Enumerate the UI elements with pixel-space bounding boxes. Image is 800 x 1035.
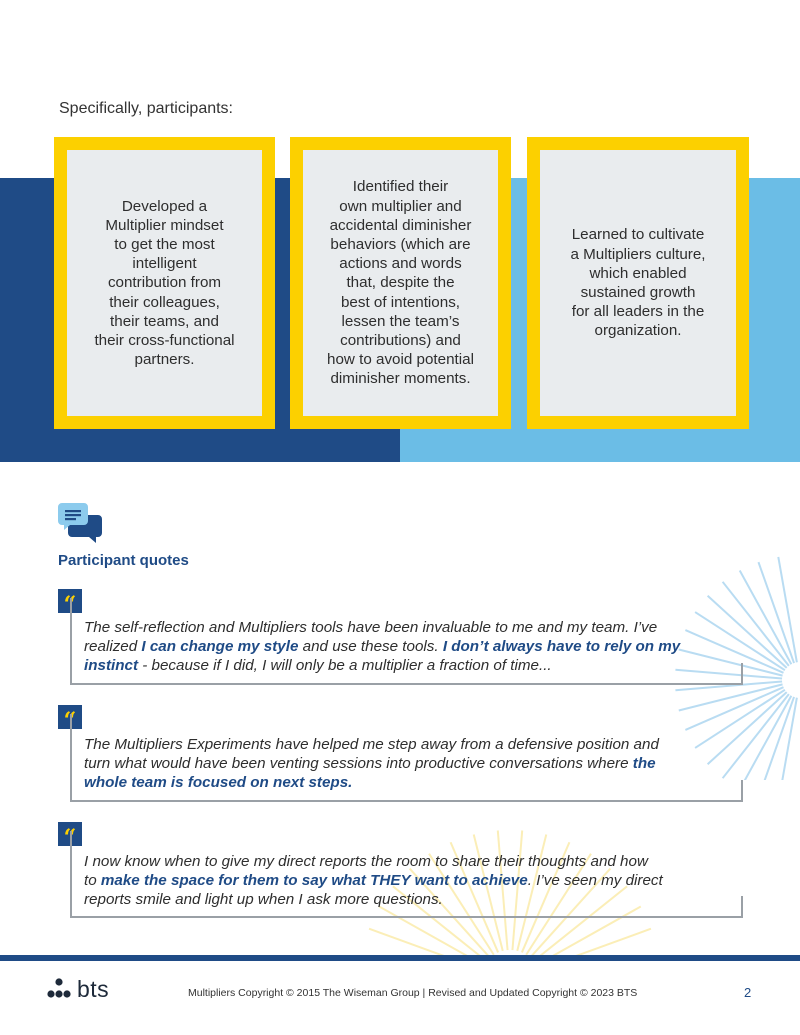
quote-run: turn what would have been venting sessions into productive conversations where xyxy=(84,755,633,773)
card-line: to get the most xyxy=(114,235,215,253)
outcome-card-mindset xyxy=(54,137,275,429)
copyright-notice: Multipliers Copyright © 2015 The Wiseman Group | Revised and Updated Copyright © 2023 BTS xyxy=(188,987,638,999)
card-line: Learned to cultivate xyxy=(571,226,705,244)
card-line: that, despite the xyxy=(346,274,455,292)
card-line: Multiplier mindset xyxy=(105,216,224,234)
quote-mark-icon: “ xyxy=(58,589,82,613)
quote-run: realized xyxy=(84,638,142,656)
quote-highlight: make the space for them to say what THEY want to achieve xyxy=(100,872,528,890)
footer-rule xyxy=(0,955,800,961)
quote-highlight: instinct xyxy=(84,657,139,675)
card-line: best of intentions, xyxy=(340,293,461,311)
card-line: accidental diminisher xyxy=(329,216,472,234)
section-heading: Participant quotes xyxy=(58,552,189,569)
page-number: 2 xyxy=(744,985,752,1000)
card-line: diminisher moments. xyxy=(330,370,471,388)
logo-wordmark: bts xyxy=(77,975,110,1002)
card-line: for all leaders in the xyxy=(571,303,705,321)
participant-quote xyxy=(70,598,741,685)
card-line: own multiplier and xyxy=(339,197,462,215)
card-line: partners. xyxy=(134,351,195,369)
participant-quote xyxy=(70,831,741,918)
quote-highlight: I can change my style xyxy=(141,638,299,656)
card-line: contributions) and xyxy=(340,332,461,349)
quote-run: - because if I did, I will only be a multiplier a fraction of time... xyxy=(138,657,552,675)
quote-text xyxy=(72,598,741,679)
quote-run: to xyxy=(84,872,101,890)
card-line: actions and words xyxy=(339,255,462,273)
quote-line xyxy=(84,735,741,754)
card-line: their cross-functional xyxy=(94,332,235,349)
card-line: Identified their xyxy=(352,178,449,196)
quote-line xyxy=(84,871,741,890)
card-text xyxy=(327,177,474,388)
quote-line xyxy=(84,618,741,637)
outcome-card-behaviors xyxy=(290,137,511,429)
participant-quote xyxy=(70,714,741,802)
card-text xyxy=(570,225,705,340)
quote-run: I now know when to give my direct reports the room to share their thoughts and how xyxy=(84,853,648,870)
bts-logo xyxy=(46,976,109,1002)
quote-mark-icon: “ xyxy=(58,705,82,729)
quote-text xyxy=(72,714,741,796)
quote-run: The self-reflection and Multipliers tools have been invaluable to me and my team. I’ve xyxy=(84,619,658,636)
chat-bubbles-icon xyxy=(58,501,104,543)
quote-run: . I’ve seen my direct xyxy=(527,872,663,890)
card-line: organization. xyxy=(594,322,682,340)
outcome-card-culture xyxy=(527,137,749,429)
quote-line xyxy=(84,773,741,792)
quote-line xyxy=(84,890,741,909)
quote-run: reports smile and light up when I ask more questions. xyxy=(84,891,443,909)
card-line: which enabled xyxy=(589,264,687,282)
quote-highlight: whole team is focused on next steps. xyxy=(84,774,353,792)
card-line: sustained growth xyxy=(580,284,696,301)
card-text xyxy=(94,197,234,370)
card-line: their colleagues, xyxy=(109,293,220,311)
quote-line xyxy=(84,656,741,675)
quote-line xyxy=(84,754,741,773)
card-line: behaviors (which are xyxy=(330,235,471,253)
card-line: how to avoid potential xyxy=(327,351,474,369)
card-line: a Multipliers culture, xyxy=(570,245,706,263)
quote-line xyxy=(84,637,741,656)
card-line: intelligent xyxy=(132,255,197,273)
card-line: Developed a xyxy=(121,197,208,215)
card-line: their teams, and xyxy=(110,312,219,330)
quote-highlight: the xyxy=(632,755,656,773)
card-line: lessen the team’s xyxy=(341,312,460,330)
quote-run: The Multipliers Experiments have helped me step away from a defensive position and xyxy=(84,736,659,753)
quote-highlight: I don’t always have to rely on my xyxy=(442,638,681,656)
bts-logo-dots-icon xyxy=(46,977,72,1001)
quote-run: and use these tools. xyxy=(298,638,443,656)
quote-text xyxy=(72,831,741,913)
quote-mark-icon: “ xyxy=(58,822,82,846)
intro-text: Specifically, participants: xyxy=(59,100,233,117)
card-line: contribution from xyxy=(107,274,222,292)
quote-line xyxy=(84,852,741,871)
